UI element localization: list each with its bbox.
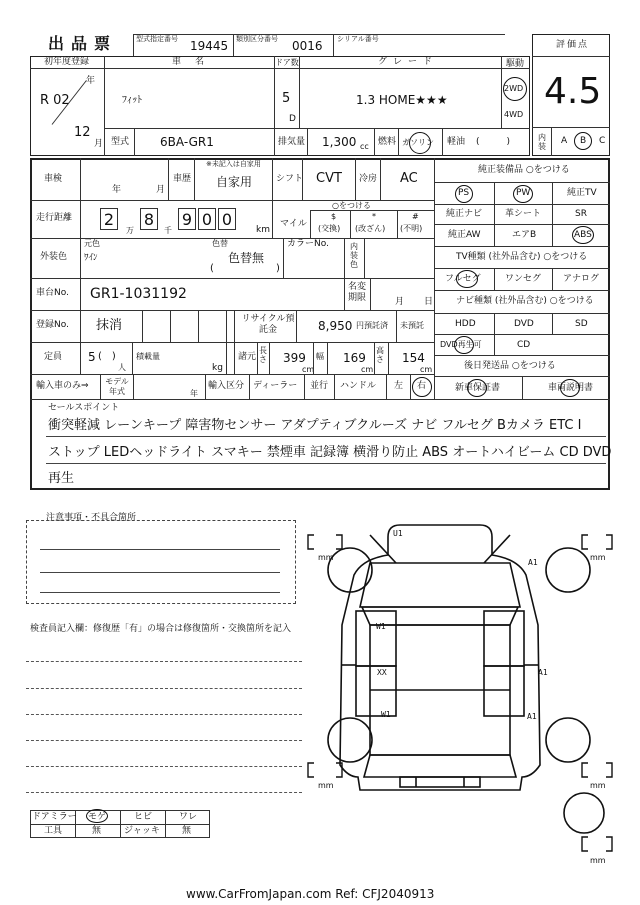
- import-type-label: 輸入区分: [208, 381, 245, 391]
- recycle-unit: 円預託済: [356, 321, 388, 330]
- recycle-label: リサイクル預託金: [241, 314, 295, 335]
- interior-grade-a: A: [561, 136, 568, 146]
- first-reg-year-unit: 年: [86, 76, 96, 86]
- rating-label: 評価点: [556, 40, 590, 50]
- reg-period-day: 日: [424, 297, 434, 307]
- history-label: 車歴: [173, 174, 192, 184]
- navi-cd: CD: [517, 340, 531, 350]
- acc-jack-value: 無: [182, 826, 192, 836]
- mileage-label: 走行距離: [36, 213, 73, 223]
- first-reg-month-unit: 月: [94, 139, 104, 149]
- displacement-label: 排気量: [278, 137, 306, 147]
- category-no-label: 類別区分番号: [236, 35, 278, 43]
- length-label: 長さ: [259, 346, 267, 364]
- navi-title: ナビ種類 (社外品含む) ○をつける: [456, 296, 594, 306]
- handle-right-circle: [412, 377, 432, 397]
- orig-color-label: 元色: [84, 239, 100, 248]
- doors-value: 5: [282, 91, 291, 106]
- load-unit: kg: [212, 363, 223, 373]
- capacity-paren: ( ): [98, 351, 116, 362]
- model-year-unit: 年: [190, 389, 198, 398]
- mile-label: マイル: [280, 219, 307, 229]
- mileage-km: km: [256, 225, 270, 235]
- navi-dvd-playback-circle: [454, 336, 474, 354]
- inspection-year-unit: 年: [112, 185, 122, 195]
- recycle-unpaid: 未預託: [400, 321, 424, 330]
- acc-crack-label: ヒビ: [134, 812, 153, 822]
- model-no-label: 型式指定番号: [136, 35, 178, 43]
- mile-opt-dollar: $: [331, 212, 337, 221]
- repaint-paren-close: ): [276, 263, 280, 274]
- model-no: 19445: [190, 39, 229, 53]
- height-label: 高さ: [376, 346, 384, 364]
- tv-fullseg: フルセグ: [445, 274, 481, 284]
- navi-dvd-playback: DVD再生可: [440, 340, 482, 349]
- capacity-unit: 人: [118, 363, 126, 372]
- grade-label: グレード: [378, 57, 439, 67]
- footer-reference: www.CarFromJapan.com Ref: CFJ2040913: [186, 887, 435, 901]
- mile-opt-hash: #: [412, 212, 419, 221]
- import-label: 輸入車のみ⇒: [36, 381, 89, 391]
- mm-label-3: mm: [318, 781, 334, 790]
- equip-pw: PW: [516, 188, 531, 198]
- width-unit: cm: [361, 365, 374, 374]
- history-note: ※未記入は自家用: [206, 160, 261, 168]
- equip-sr: SR: [575, 209, 587, 219]
- sales-line-1: 衝突軽減 レーンキープ 障害物センサー アダプティブクルーズ ナビ フルセグ Bカメラ ETC I: [48, 418, 582, 433]
- car-body-outline: [300, 515, 620, 875]
- genuine-title: 純正装備品 ○をつける: [478, 165, 570, 175]
- interior-grade-circle: [574, 132, 592, 150]
- width-value: 169: [343, 351, 366, 365]
- handle-left: 左: [394, 381, 404, 391]
- navi-dvd: DVD: [514, 319, 534, 329]
- docs-manual: 車両説明書: [548, 383, 594, 393]
- height-unit: cm: [420, 365, 433, 374]
- acc-mirror-label: ドアミラー: [32, 812, 77, 822]
- capacity-value: 5: [88, 350, 96, 364]
- chassis-value: GR1-1031192: [90, 286, 187, 302]
- reg-period-label: 名変期限: [348, 282, 367, 303]
- import-parallel: 並行: [310, 381, 329, 391]
- navi-sd: SD: [575, 319, 588, 329]
- mark-a1-side: A1: [538, 668, 548, 677]
- fuel-label: 燃料: [378, 137, 397, 147]
- reg-label: 登録No.: [36, 320, 69, 330]
- orig-color: ﾜｲﾝ: [84, 253, 98, 263]
- rating-value: 4.5: [544, 71, 602, 112]
- first-reg-month: 12: [74, 125, 91, 140]
- mileage-digit-3: 9: [178, 208, 196, 230]
- mark-a1-rear: A1: [527, 712, 537, 721]
- chassis-label: 車台No.: [36, 288, 69, 298]
- acc-tool-label: 工具: [44, 826, 63, 836]
- doors-label: ドア数: [275, 58, 299, 67]
- docs-title: 後日発送品 ○をつける: [464, 361, 556, 371]
- grade-value: 1.3 HOME★★★: [356, 93, 448, 107]
- interior-label: 内装: [538, 133, 546, 151]
- equip-abs-circle: [572, 226, 594, 244]
- equip-navi: 純正ナビ: [446, 209, 483, 219]
- mile-opt-star-desc: (改ざん): [355, 224, 386, 233]
- equip-pw-circle: [513, 185, 533, 203]
- acc-break-label: ワレ: [179, 812, 198, 822]
- repaint-label: 色替: [212, 239, 228, 248]
- car-name-label: 車名: [172, 57, 219, 67]
- drive-label: 駆動: [506, 59, 525, 69]
- color-no-label: カラーNo.: [287, 239, 329, 249]
- fuel-gasoline-circle: [409, 132, 431, 154]
- mile-opt-star: *: [372, 212, 376, 221]
- equip-tv: 純正TV: [567, 188, 597, 198]
- form-title: 出品票: [48, 34, 118, 53]
- fuel-diesel: 軽油: [447, 137, 466, 147]
- repaint-paren-open: (: [210, 263, 214, 274]
- acc-jack-label: ジャッキ: [124, 826, 160, 836]
- displacement-value: 1,300: [322, 135, 357, 149]
- tv-oneseg: ワンセグ: [505, 274, 542, 284]
- history-value: 自家用: [216, 175, 253, 189]
- acc-tool-value: 無: [92, 826, 102, 836]
- model-year-label: モデル年式: [105, 377, 129, 396]
- mile-circle-note: ○をつける: [332, 201, 371, 210]
- drive-2wd: 2WD: [504, 84, 524, 93]
- docs-warranty-circle: [467, 379, 487, 397]
- interior-grade-c: C: [599, 136, 606, 146]
- capacity-label: 定員: [44, 352, 63, 362]
- sales-line-2: ストップ LEDヘッドライト スマキー 禁煙車 記録簿 横滑り防止 ABS オートハイビーム CD DVD: [48, 445, 612, 460]
- mm-label-1: mm: [318, 553, 334, 562]
- tv-title: TV種類 (社外品含む) ○をつける: [456, 252, 588, 262]
- caution-label: 注意事項・不具合箇所: [46, 513, 137, 523]
- mile-opt-hash-desc: (不明): [400, 224, 423, 233]
- tv-analog: アナログ: [563, 274, 600, 284]
- navi-hdd: HDD: [455, 319, 476, 329]
- reg-period-month: 月: [395, 297, 405, 307]
- mileage-digit-2: 8: [140, 208, 158, 230]
- ac-label: 冷房: [359, 174, 378, 184]
- type-value: 6BA-GR1: [160, 135, 214, 149]
- interior-grade-b: B: [580, 136, 587, 146]
- shift-value: CVT: [316, 171, 342, 186]
- fuel-gasoline: ガソリン: [402, 138, 434, 147]
- inspection-label: 車検: [44, 174, 63, 184]
- handle-label: ハンドル: [340, 381, 377, 391]
- width-label: 幅: [316, 352, 324, 361]
- import-dealer: ディーラー: [253, 381, 298, 391]
- car-name: ﾌｨｯﾄ: [122, 95, 142, 106]
- mm-label-2: mm: [590, 553, 606, 562]
- mm-label-5: mm: [590, 856, 606, 865]
- mm-label-4: mm: [590, 781, 606, 790]
- mile-opt-dollar-desc: (交換): [318, 224, 341, 233]
- mark-a1-front: A1: [528, 558, 538, 567]
- inspection-month-unit: 月: [156, 185, 166, 195]
- mileage-digit-4: 0: [198, 208, 216, 230]
- drive-4wd: 4WD: [504, 110, 524, 119]
- acc-mirror-circle: [86, 809, 108, 823]
- first-reg-label: 初年度登録: [44, 57, 90, 67]
- mileage-digit-1: 2: [100, 208, 118, 230]
- type-label: 型式: [111, 137, 130, 147]
- mileage-sen: 千: [164, 226, 172, 235]
- drive-2wd-circle: [503, 77, 527, 101]
- equip-abs: ABS: [574, 230, 592, 240]
- reg-value: 抹消: [96, 318, 123, 333]
- repaint-value: 色替無: [228, 251, 265, 265]
- mark-w1-bottom: W1: [381, 710, 391, 719]
- load-label: 積載量: [136, 352, 160, 361]
- mark-u1: U1: [393, 529, 403, 538]
- sales-label: セールスポイント: [48, 403, 120, 413]
- displacement-unit: cc: [360, 142, 369, 151]
- ac-value: AC: [400, 171, 418, 186]
- doors-sub: D: [289, 114, 296, 124]
- docs-warranty: 新車保証書: [455, 383, 501, 393]
- inspector-label: 検査員記入欄：修復歴「有」の場合は修復箇所・交換箇所を記入: [30, 624, 292, 634]
- docs-manual-circle: [560, 379, 580, 397]
- first-reg-era-year: R 02: [40, 93, 70, 108]
- category-no: 0016: [292, 39, 323, 53]
- mileage-man: 万: [126, 226, 134, 235]
- equip-ps: PS: [458, 188, 470, 198]
- length-value: 399: [283, 351, 306, 365]
- shift-label: シフト: [276, 174, 304, 184]
- color-label: 外装色: [40, 252, 68, 262]
- mark-w1-top: W1: [376, 622, 386, 631]
- height-value: 154: [402, 351, 425, 365]
- sales-line-3: 再生: [48, 471, 75, 486]
- handle-right: 右: [417, 381, 427, 391]
- equip-aw: 純正AW: [448, 230, 481, 240]
- tv-fullseg-circle: [456, 270, 478, 288]
- fuel-paren: ( ): [476, 137, 511, 147]
- mileage-digit-5: 0: [218, 208, 236, 230]
- equip-airbag: エアB: [512, 230, 537, 240]
- serial-label: シリアル番号: [337, 35, 379, 43]
- acc-mirror-value: モゲ: [88, 812, 107, 822]
- interior-color-label: 内装色: [350, 242, 358, 269]
- mark-xx: XX: [377, 668, 387, 677]
- recycle-value: 8,950: [318, 319, 353, 333]
- length-unit: cm: [302, 365, 315, 374]
- equip-ps-circle: [455, 185, 473, 203]
- spec-label: 諸元: [238, 352, 257, 362]
- equip-leather: 革シート: [505, 209, 542, 219]
